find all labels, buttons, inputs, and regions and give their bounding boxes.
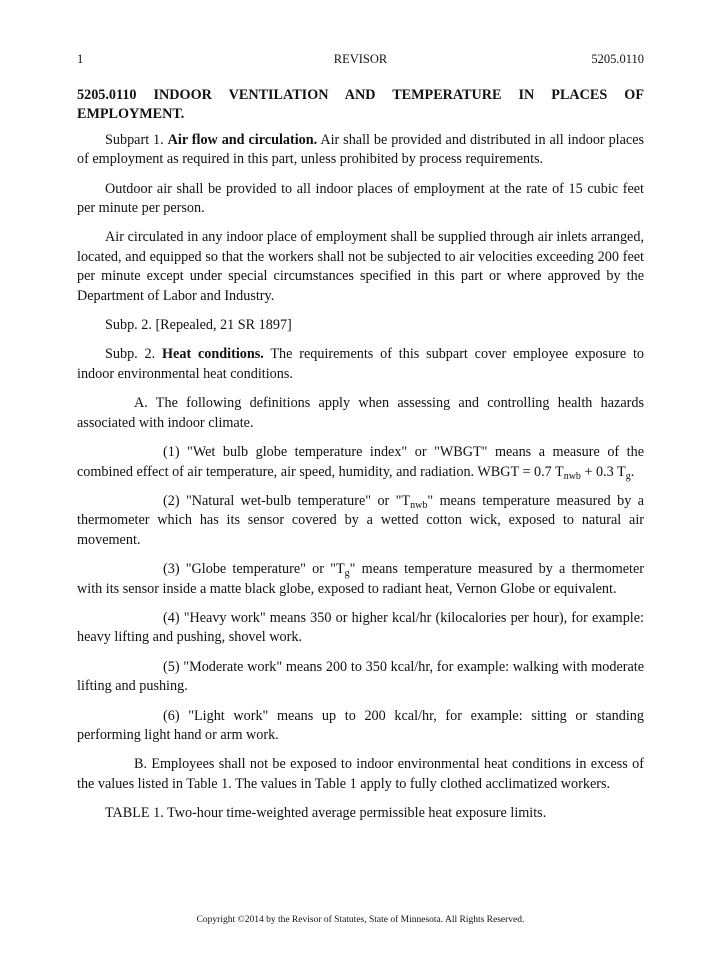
document-body <box>77 86 644 834</box>
subpart-2-label: Subp. 2. <box>105 346 156 363</box>
table-1-caption: TABLE 1. Two-hour time-weighted average permissible heat exposure limits. <box>105 805 547 822</box>
subpart-1-heading: Air flow and circulation. <box>167 131 318 148</box>
copyright-footer: Copyright ©2014 by the Revisor of Statutes, State of Minnesota. All Rights Reserved. <box>196 915 525 925</box>
section-title: 5205.0110 INDOOR VENTILATION AND TEMPERATURE IN PLACES OF EMPLOYMENT. <box>77 87 644 123</box>
definition-4-heavy-work: (4) "Heavy work" means 350 or higher kcal/hr (kilocalories per hour), for example: heavy lifting and pushing, shovel work. <box>77 609 644 646</box>
item-b-paragraph: B. Employees shall not be exposed to indoor environmental heat conditions in excess of the values listed in Table 1. The values in Table 1 apply to fully clothed acclimatized workers. <box>77 756 644 792</box>
air-circulation-paragraph: Air circulated in any indoor place of employment shall be supplied through air inlets arranged, located, and equipped so that the workers shall not be subjected to air velocities exceeding 200 feet per minute except under special circumstances specified in this part or where approved by the Department of Labor and Industry. <box>77 229 644 304</box>
subpart-2-repealed: Subp. 2. [Repealed, 21 SR 1897] <box>105 317 292 334</box>
subpart-2-paragraph <box>77 345 644 384</box>
page-header <box>77 52 644 68</box>
outdoor-air-paragraph: Outdoor air shall be provided to all indoor places of employment at the rate of 15 cubic feet per minute per person. <box>77 180 644 217</box>
subpart-2-text: The requirements of this subpart cover employee exposure to indoor environmental heat conditions. <box>77 346 645 382</box>
definition-2-natural-wet-bulb: (2) "Natural wet-bulb temperature" or "$T_{nwb}$" means temperature measured by a thermometer which has its sensor covered by a wetted cotton wick, exposed to natural air movement. <box>77 492 645 548</box>
definition-3-globe-temperature: (3) "Globe temperature" or "$T_g$" means temperature measured by a thermometer with its sensor inside a matte black globe, exposed to radiant heat, Vernon Globe or equivalent. <box>77 561 645 597</box>
header-revisor: REVISOR <box>333 52 388 66</box>
subpart-2-heading: Heat conditions. <box>162 346 264 363</box>
page-number: 1 <box>77 52 84 66</box>
definition-5-moderate-work: (5) "Moderate work" means 200 to 350 kcal/hr, for example: walking with moderate lifting and pushing. <box>77 658 644 695</box>
item-a-paragraph: A. The following definitions apply when assessing and controlling health hazards associated with indoor climate. <box>77 395 644 431</box>
definition-1-wbgt: (1) "Wet bulb globe temperature index" or "WBGT" means a measure of the combined effect of air temperature, air speed, humidity, and radiation. WBGT = 0.7 $T_{nwb} + 0.3$ $T_g$. <box>77 444 644 482</box>
subpart-1-text: Air shall be provided and distributed in all indoor places of employment as required in this part, unless prohibited by process requirements. <box>77 131 645 168</box>
subpart-1-paragraph <box>77 131 644 170</box>
header-section-ref: 5205.0110 <box>591 52 644 66</box>
definition-6-light-work: (6) "Light work" means up to 200 kcal/hr, for example: sitting or standing performing light hand or arm work. <box>77 707 644 743</box>
subpart-1-label: Subpart 1. <box>105 131 164 148</box>
document-page <box>77 0 644 960</box>
